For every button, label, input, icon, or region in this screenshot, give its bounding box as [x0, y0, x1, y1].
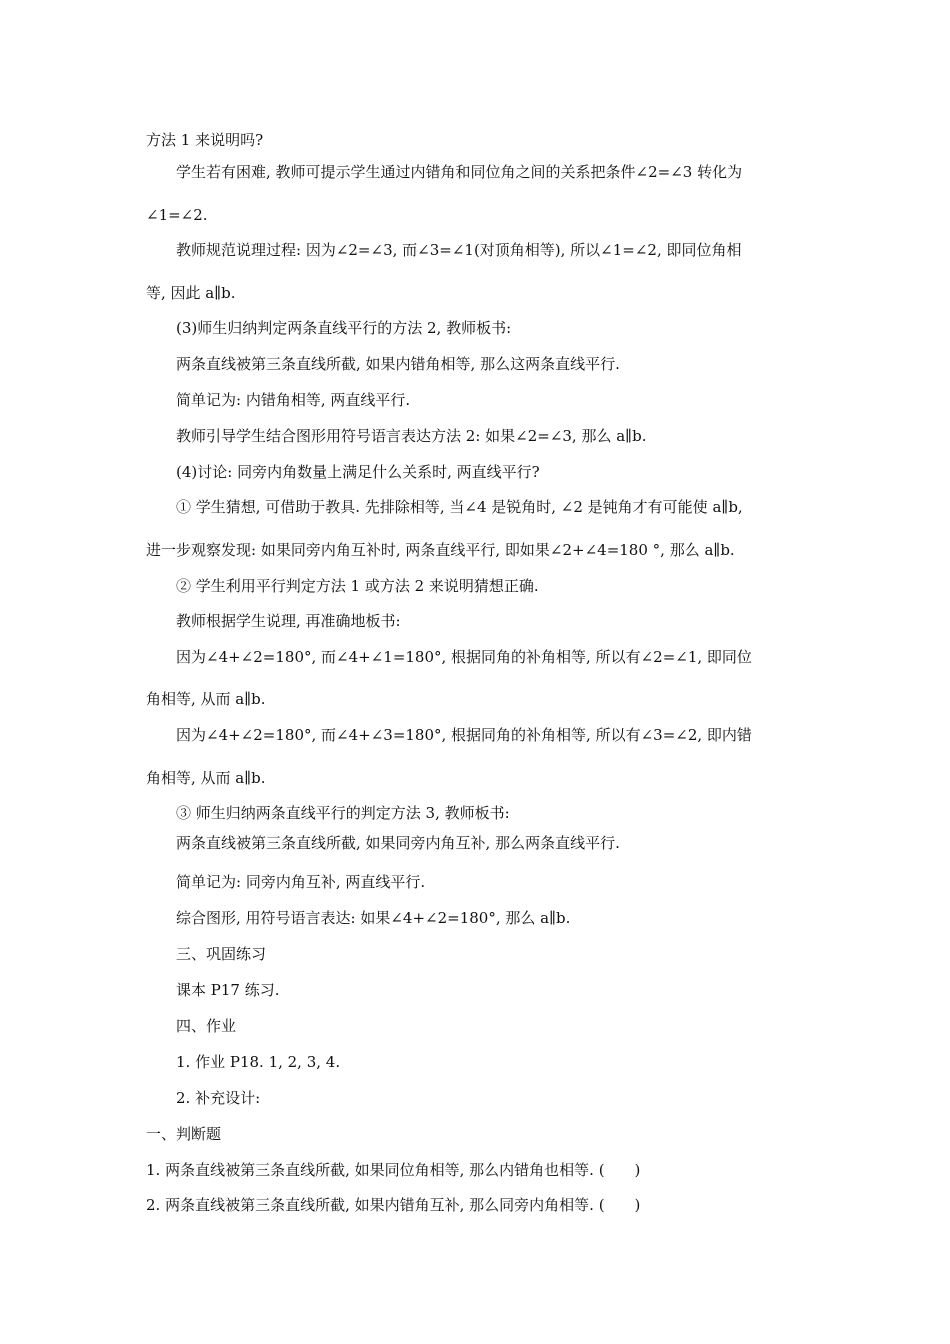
section-heading: 三、巩固练习	[176, 945, 267, 963]
text-line: 等, 因此 a∥b.	[146, 284, 236, 302]
text-line: 角相等, 从而 a∥b.	[146, 690, 266, 708]
text-line: 课本 P17 练习.	[176, 981, 280, 999]
text-line: 因为∠4+∠2=180°, 而∠4+∠3=180°, 根据同角的补角相等, 所以有∠3=∠2, 即内错	[176, 726, 752, 744]
text-line: 进一步观察发现: 如果同旁内角互补时, 两条直线平行, 即如果∠2+∠4=180 °, 那么 a∥b.	[146, 541, 735, 559]
text-line: 综合图形, 用符号语言表达: 如果∠4+∠2=180°, 那么 a∥b.	[176, 909, 571, 927]
text-line: 2. 补充设计:	[176, 1089, 261, 1107]
text-line: 简单记为: 同旁内角互补, 两直线平行.	[176, 873, 426, 891]
question-item: 2. 两条直线被第三条直线所截, 如果内错角互补, 那么同旁内角相等. ( )	[146, 1196, 641, 1214]
text-line: 角相等, 从而 a∥b.	[146, 769, 266, 787]
text-line: (4)讨论: 同旁内角数量上满足什么关系时, 两直线平行?	[176, 463, 540, 481]
text-line: 两条直线被第三条直线所截, 如果同旁内角互补, 那么两条直线平行.	[176, 834, 620, 852]
section-heading: 一、判断题	[146, 1125, 222, 1143]
text-line: ∠1=∠2.	[146, 206, 208, 224]
text-line: 两条直线被第三条直线所截, 如果内错角相等, 那么这两条直线平行.	[176, 355, 620, 373]
question-item: 1. 两条直线被第三条直线所截, 如果同位角相等, 那么内错角也相等. ( )	[146, 1161, 641, 1179]
text-line: 方法 1 来说明吗?	[146, 131, 264, 149]
text-line: ③ 师生归纳两条直线平行的判定方法 3, 教师板书:	[176, 804, 510, 822]
text-line: ① 学生猜想, 可借助于教具. 先排除相等, 当∠4 是锐角时, ∠2 是钝角才有可能使 a∥b,	[176, 498, 743, 516]
text-line: 学生若有困难, 教师可提示学生通过内错角和同位角之间的关系把条件∠2=∠3 转化为	[176, 163, 743, 181]
text-line: 教师引导学生结合图形用符号语言表达方法 2: 如果∠2=∠3, 那么 a∥b.	[176, 427, 647, 445]
text-line: 1. 作业 P18. 1, 2, 3, 4.	[176, 1053, 341, 1071]
section-heading: 四、作业	[176, 1017, 237, 1035]
text-line: 教师规范说理过程: 因为∠2=∠3, 而∠3=∠1(对顶角相等), 所以∠1=∠2, 即同位角相	[176, 241, 742, 259]
text-line: 简单记为: 内错角相等, 两直线平行.	[176, 391, 411, 409]
text-line: (3)师生归纳判定两条直线平行的方法 2, 教师板书:	[176, 319, 512, 337]
text-line: 教师根据学生说理, 再准确地板书:	[176, 612, 401, 630]
text-line: ② 学生利用平行判定方法 1 或方法 2 来说明猜想正确.	[176, 577, 539, 595]
text-line: 因为∠4+∠2=180°, 而∠4+∠1=180°, 根据同角的补角相等, 所以有∠2=∠1, 即同位	[176, 648, 752, 666]
